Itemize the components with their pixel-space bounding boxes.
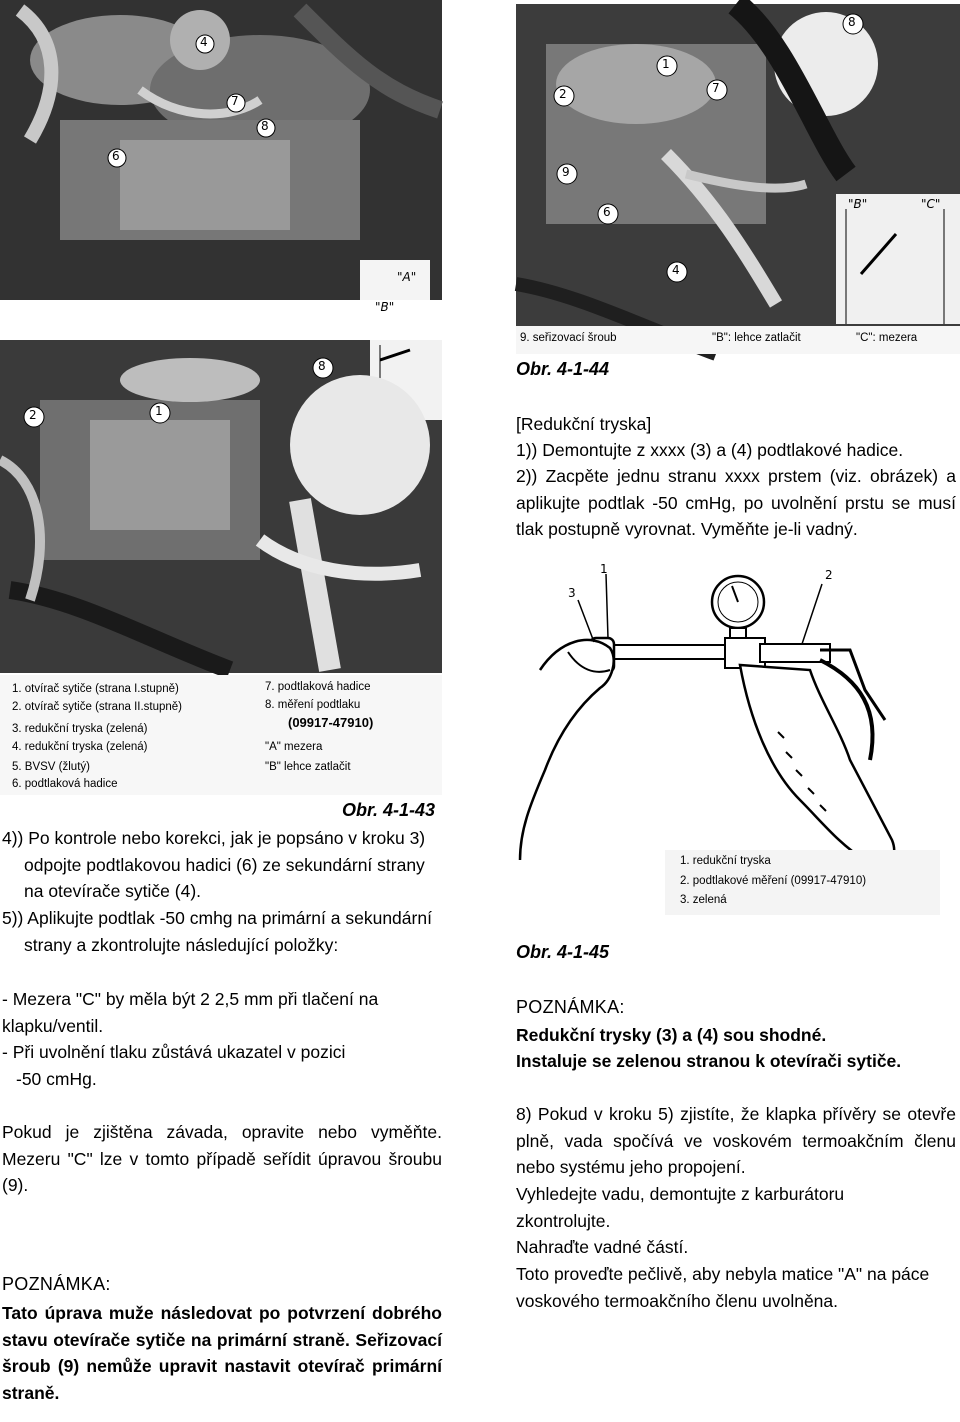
note-left-text: Tato úprava muže následovat po potvrzení dobrého stavu otevírače sytiče na primární straně. Seřizovací šroub (9) nemůže upravit nastavit otevírač primární straně. — [2, 1303, 442, 1403]
paragraph-nahradte: Nahraďte vadné částí. — [516, 1237, 689, 1257]
step-1-text: 1)) Demontujte z xxxx (3) a (4) podtlakové hadice. — [516, 440, 904, 460]
step-2-text: 2)) Zacpěte jednu stranu xxxx prstem (viz. obrázek) a aplikujte podtlak -50 cmHg, po uvolnění prstu se musí tlak postupně vyrovnat. Vyměňte je-li vadný. — [516, 466, 956, 539]
paragraph-vyhledejte: Vyhledejte vadu, demontujte z karburátoru zkontrolujte. — [516, 1184, 845, 1231]
figure-4-1-45-drawing — [520, 560, 940, 915]
section-heading-reducni-tryska: [Redukční tryska] — [516, 414, 652, 434]
check-item-2-body: - Při uvolnění tlaku zůstává ukazatel v pozici -50 cmHg. — [2, 1042, 346, 1089]
drawing-label-2: 2 — [825, 568, 833, 582]
note-right-line-2: Instaluje se zelenou stranou k otevírači sytiče. — [516, 1051, 902, 1071]
step-4-text — [2, 825, 442, 905]
check-item-2 — [2, 1039, 442, 1092]
legend-item-1: 1. otvírač sytiče (strana I.stupně) — [12, 683, 179, 695]
step-5-body: 5)) Aplikujte podtlak -50 cmhg na primární a sekundární strany a zkontrolujte následující položky: — [2, 908, 432, 955]
legend-item-3: 3. redukční tryska (zelená) — [12, 723, 148, 735]
paragraph-pokud: Pokud je zjištěna závada, opravite nebo vyměňte. Mezeru "C" lze v tomto případě seřídit úpravou šroubu (9). — [2, 1122, 442, 1195]
callout-8: 8 — [848, 15, 856, 29]
figure-caption-4-1-45: Obr. 4-1-45 — [516, 942, 610, 962]
callout-1: 1 — [155, 404, 163, 418]
legend-item-B: "B" lehce zatlačit — [265, 761, 351, 773]
figure-4-1-43-top-photo — [0, 0, 442, 300]
fig45-legend-1: 1. redukční tryska — [680, 855, 771, 867]
fig45-legend-2: 2. podtlakové měření (09917-47910) — [680, 875, 867, 887]
figure-4-1-43-photo — [0, 300, 442, 673]
callout-8b: 8 — [318, 359, 326, 373]
carburetor-photo-bottom — [0, 340, 442, 673]
figure-4-1-44-photo — [516, 4, 960, 354]
step-4-body: 4)) Po kontrole nebo korekci, jak je popsáno v kroku 3) odpojte podtlakovou hadici (6) ze sekundární strany na otevírače sytiče (4). — [2, 828, 426, 901]
carburetor-photo-right — [516, 4, 960, 354]
callout-9: 9 — [562, 165, 570, 179]
note-title-left: POZNÁMKA: — [2, 1274, 111, 1294]
step-8-text: 8) Pokud v kroku 5) zjistíte, že klapka přívěry se otevře plně, vada spočívá ve voskovém termoakčním členu nebo systému jeho propojení. — [516, 1104, 956, 1177]
callout-4: 4 — [200, 35, 208, 49]
figure-caption-4-1-44: Obr. 4-1-44 — [516, 359, 610, 379]
fig44-footer-item9: 9. seřizovací šroub — [520, 332, 617, 344]
mark-B: "B" — [375, 300, 395, 314]
callout-2: 2 — [559, 87, 567, 101]
step-5-text — [2, 905, 442, 958]
drawing-label-3: 3 — [568, 586, 576, 600]
paragraph-toto-provedte: Toto proveďte pečlivě, aby nebyla matice "A" na páce voskového termoakčního členu uvolněna. — [516, 1264, 930, 1311]
mark-A: "A" — [397, 270, 417, 284]
callout-6: 6 — [112, 149, 120, 163]
callout-1: 1 — [662, 57, 670, 71]
legend-item-8: 8. měření podtlaku — [265, 699, 361, 711]
fig44-footer-b: "B": lehce zatlačit — [712, 332, 801, 344]
legend-item-5: 5. BVSV (žlutý) — [12, 761, 90, 773]
callout-7: 7 — [712, 81, 720, 95]
legend-item-A: "A" mezera — [265, 741, 323, 753]
check-item-1: - Mezera "C" by měla být 2 2,5 mm při tlačení na klapku/ventil. — [2, 989, 379, 1036]
legend-item-4: 4. redukční tryska (zelená) — [12, 741, 148, 753]
callout-6: 6 — [603, 205, 611, 219]
figure-4-1-43-legend — [0, 675, 442, 795]
callout-2: 2 — [29, 408, 37, 422]
fig45-legend-3: 3. zelená — [680, 894, 727, 906]
legend-item-7: 7. podtlaková hadice — [265, 681, 371, 693]
callout-4: 4 — [672, 263, 680, 277]
carburetor-photo-top — [0, 0, 442, 300]
note-right-line-1: Redukční trysky (3) a (4) sou shodné. — [516, 1025, 827, 1045]
note-title-right: POZNÁMKA: — [516, 997, 625, 1017]
legend-item-6: 6. podtlaková hadice — [12, 778, 118, 790]
legend-item-2: 2. otvírač sytiče (strana II.stupně) — [12, 701, 183, 713]
mark-B: "B" — [848, 197, 868, 211]
callout-8: 8 — [261, 119, 269, 133]
drawing-label-1: 1 — [600, 562, 608, 576]
legend-item-8-code: (09917-47910) — [288, 715, 374, 730]
mark-C: "C" — [921, 197, 941, 211]
figure-caption-4-1-43: Obr. 4-1-43 — [342, 800, 436, 820]
callout-7: 7 — [231, 94, 239, 108]
fig44-footer-c: "C": mezera — [856, 332, 918, 344]
